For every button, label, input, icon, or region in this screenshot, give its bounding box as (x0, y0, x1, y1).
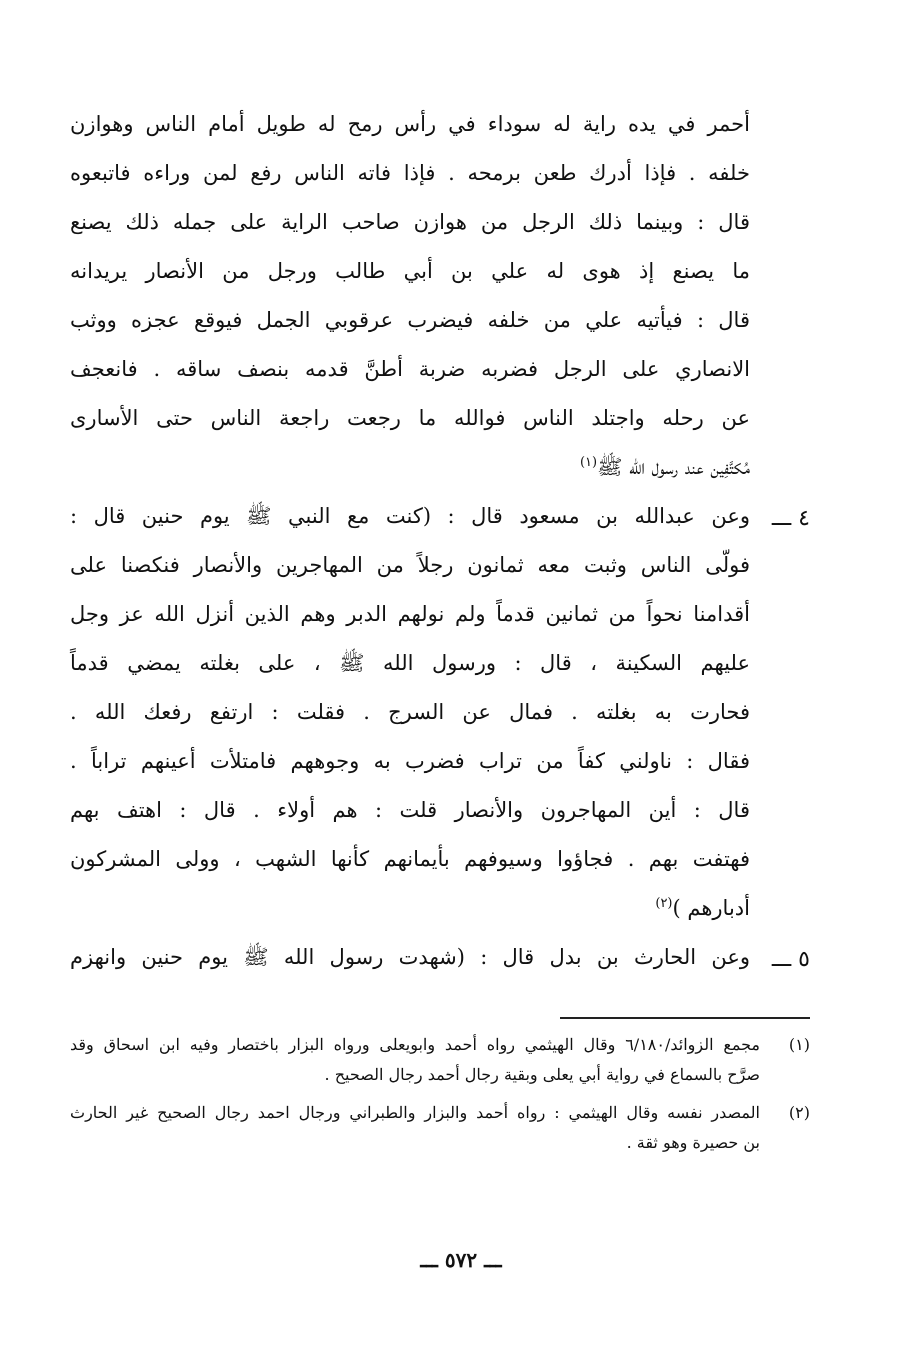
main-text (70, 100, 750, 982)
footnote-line: مجمع الزوائد/٦/١٨٠ وقال الهيثمي رواه أحمد وابويعلى ورواه البزار باختصار وفيه ابن اسحاق وقد (70, 1035, 760, 1054)
footnote-text (70, 1098, 760, 1158)
footnote (70, 1030, 810, 1090)
footnote-line: المصدر نفسه وقال الهيثمي : رواه أحمد والبزار والطبراني ورجال احمد رجال الصحيح غير الحارث (70, 1103, 760, 1122)
text-line: عليهم السكينة ، قال : ورسول الله ﷺ ، على بغلته يمضي قدماً (70, 651, 750, 675)
footnotes (70, 1030, 810, 1166)
text-line (70, 884, 750, 933)
text-line: فولّى الناس وثبت معه ثمانون رجلاً من المهاجرين والأنصار فنكصنا على (70, 553, 750, 577)
text-line-content: مُكتَّفِين عند رسول الله ﷺ (597, 455, 750, 479)
text-line: ما يصنع إذ هوى له علي بن أبي طالب ورجل من الأنصار يريدانه (70, 259, 750, 283)
text-line: فهتفت بهم . فجاؤوا وسيوفهم بأيمانهم كأنها الشهب ، وولى المشركون (70, 847, 750, 871)
footnote (70, 1098, 810, 1158)
text-line: فحارت به بغلته . فمال عن السرج . فقلت : ارتفع رفعك الله . (70, 700, 750, 724)
footnote-ref: (١) (579, 455, 598, 470)
text-line: فقال : ناولني كفاً من تراب فضرب به وجوههم فامتلأت أعينهم تراباً . (70, 749, 750, 773)
text-line: الانصاري على الرجل فضربه ضربة أطنَّ قدمه بنصف ساقه . فانعجف (70, 357, 750, 381)
item-number: ٤ ـــ (771, 506, 810, 531)
text-line: عن رحله واجتلد الناس فوالله ما رجعت راجعة الناس حتى الأسارى (70, 406, 750, 430)
footnote-line: بن حصيرة وهو ثقة . (626, 1133, 760, 1152)
text-line: وعن عبدالله بن مسعود قال : (كنت مع النبي ﷺ يوم حنين قال : (70, 504, 750, 528)
text-line: أقدامنا نحواً من ثمانين قدماً ولم نولهم الدبر وهم الذين أنزل الله عز وجل (70, 602, 750, 626)
text-line: أحمر في يده راية له سوداء في رأس رمح له طويل أمام الناس وهوازن (70, 112, 750, 136)
text-line: وعن الحارث بن بدل قال : (شهدت رسول الله ﷺ يوم حنين وانهزم (70, 945, 750, 969)
footnote-number: (٢) (788, 1103, 810, 1122)
text-line (70, 443, 750, 492)
text-line: قال : وبينما ذلك الرجل من هوازن صاحب الراية على جمله ذلك يصنع (70, 210, 750, 234)
footnote-text (70, 1030, 760, 1090)
text-line-content: أدبارهم ) (672, 896, 750, 920)
text-line: قال : أين المهاجرون والأنصار قلت : هم أولاء . قال : اهتف بهم (70, 798, 750, 822)
footnote-ref: (٢) (655, 896, 673, 911)
footnote-line: صرَّح بالسماع في رواية أبي يعلى وبقية رجال أحمد رجال الصحيح . (324, 1065, 760, 1084)
text-line: قال : فيأتيه علي من خلفه فيضرب عرقوبي الجمل فيوقع عجزه ووثب (70, 308, 750, 332)
text-line: خلفه . فإذا أدرك طعن برمحه . فإذا فاته الناس رفع لمن وراءه فاتبعوه (70, 161, 750, 185)
page-number: ـــ ٥٧٢ ـــ (420, 1248, 502, 1272)
footnote-number: (١) (788, 1035, 810, 1054)
footnote-divider (560, 1017, 810, 1019)
item-number: ٥ ـــ (771, 947, 810, 972)
